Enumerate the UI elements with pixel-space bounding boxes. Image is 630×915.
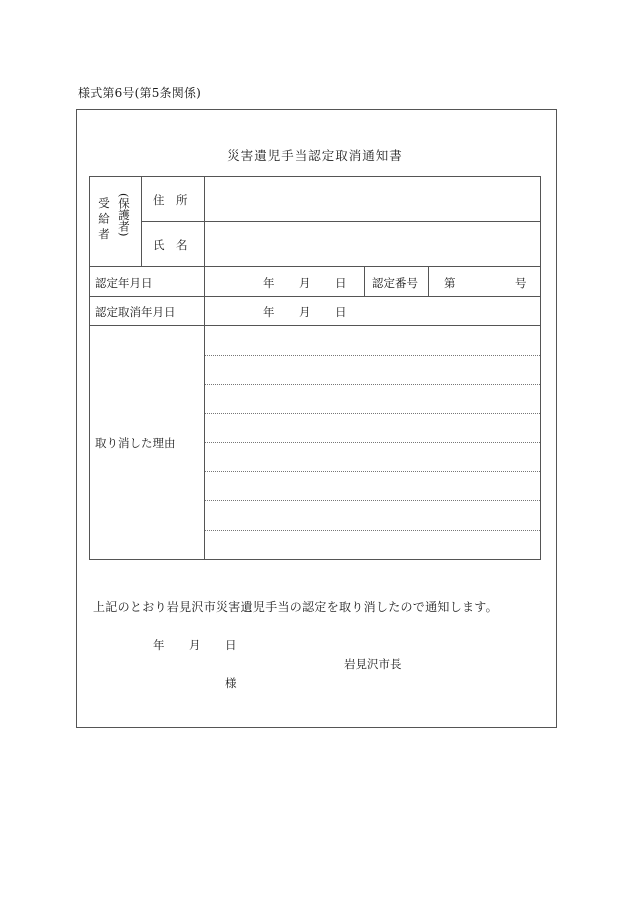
recipient-label: 受給者 xyxy=(97,197,111,244)
col-line-number-value xyxy=(428,266,429,296)
recipient-honorific: 様 xyxy=(225,676,237,690)
reason-line xyxy=(205,530,540,531)
cancel-date-day: 日 xyxy=(335,305,347,319)
table-border-right xyxy=(540,176,541,560)
table-border-top xyxy=(89,176,540,177)
notice-text: 上記のとおり岩見沢市災害遺児手当の認定を取り消したので通知します。 xyxy=(93,600,498,614)
reason-line xyxy=(205,471,540,472)
row-line-address xyxy=(141,221,540,222)
col-line-recipient xyxy=(141,176,142,266)
issuer-name: 岩見沢市長 xyxy=(344,657,402,671)
cert-date-label: 認定年月日 xyxy=(95,276,153,290)
row-line-cancel-date xyxy=(89,325,540,326)
reason-label: 取り消した理由 xyxy=(95,436,176,450)
reason-line xyxy=(205,413,540,414)
cancel-date-month: 月 xyxy=(299,305,311,319)
cancel-date-year: 年 xyxy=(263,305,275,319)
table-border-left xyxy=(89,176,90,560)
cert-number-prefix: 第 xyxy=(444,276,456,290)
document-frame xyxy=(76,109,557,728)
issue-date-day: 日 xyxy=(225,638,237,652)
issue-date-month: 月 xyxy=(189,638,201,652)
reason-line xyxy=(205,384,540,385)
reason-line xyxy=(205,355,540,356)
col-line-values xyxy=(204,176,205,560)
address-label: 住 所 xyxy=(153,193,188,207)
row-line-name xyxy=(89,266,540,267)
cert-number-suffix: 号 xyxy=(515,276,527,290)
cancel-date-label: 認定取消年月日 xyxy=(95,305,176,319)
cert-date-month: 月 xyxy=(299,276,311,290)
cert-date-year: 年 xyxy=(263,276,275,290)
issue-date-year: 年 xyxy=(153,638,165,652)
name-label: 氏 名 xyxy=(153,238,188,252)
table-border-bottom xyxy=(89,559,540,560)
row-line-cert-date xyxy=(89,296,540,297)
reason-line xyxy=(205,500,540,501)
cert-number-label: 認定番号 xyxy=(372,276,418,290)
cert-date-day: 日 xyxy=(335,276,347,290)
reason-line xyxy=(205,442,540,443)
recipient-sub-label: (保護者) xyxy=(117,193,131,237)
form-number-label: 様式第6号(第5条関係) xyxy=(78,86,202,100)
document-title: 災害遺児手当認定取消通知書 xyxy=(227,148,403,163)
col-line-number-label xyxy=(364,266,365,296)
